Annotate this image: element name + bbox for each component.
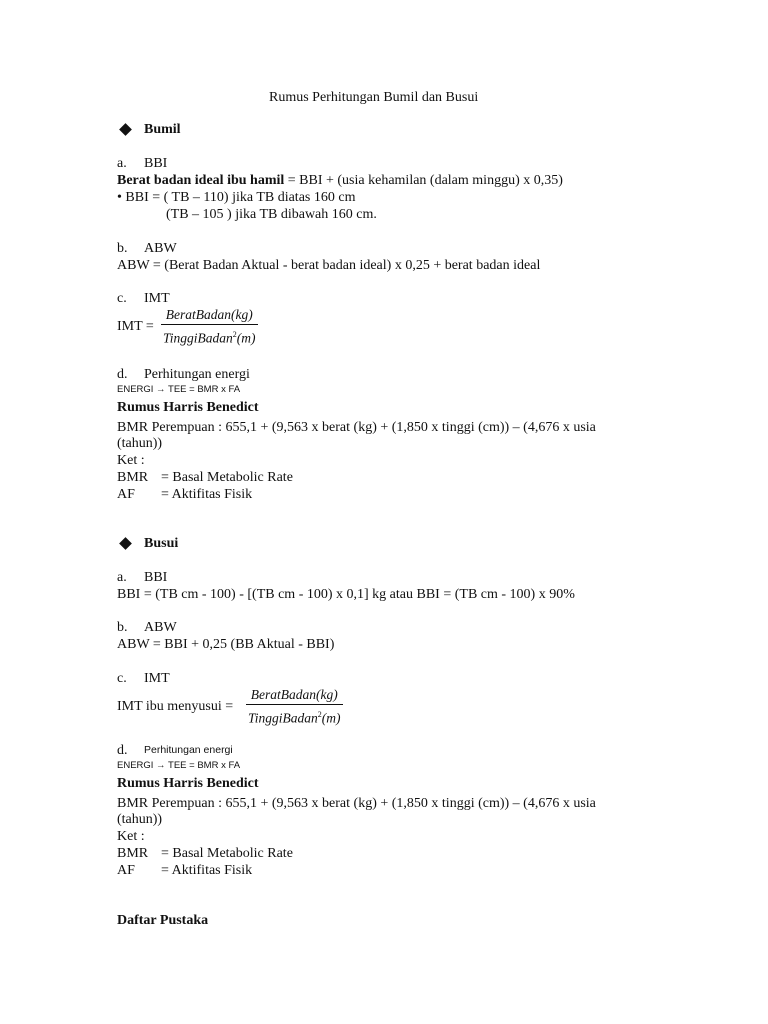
ket-label: Ket : xyxy=(117,829,145,844)
bmr-formula-line1: BMR Perempuan : 655,1 + (9,563 x berat (kg) + (1,850 x tinggi (cm)) – (4,676 x usia xyxy=(117,420,596,435)
daftar-pustaka-heading: Daftar Pustaka xyxy=(117,913,209,928)
bbi-rule-1: • BBI = ( TB – 110) jika TB diatas 160 cm xyxy=(117,190,356,205)
af-def-key: AF xyxy=(117,863,135,878)
fraction-bar xyxy=(246,704,343,705)
abw-formula: ABW = BBI + 0,25 (BB Aktual - BBI) xyxy=(117,637,335,652)
imt-fraction xyxy=(161,306,258,347)
bbi-formula xyxy=(117,172,563,189)
item-title-bbi: BBI xyxy=(144,570,168,585)
harris-benedict-heading: Rumus Harris Benedict xyxy=(117,776,259,791)
imt-fraction xyxy=(246,686,343,727)
imt-lhs: IMT ibu menyusui = xyxy=(117,699,234,714)
item-title-abw: ABW xyxy=(144,620,177,635)
imt-numerator: BeratBadan(kg) xyxy=(165,307,253,322)
item-title-energi: Perhitungan energi xyxy=(144,367,250,382)
bbi-rule-2: (TB – 105 ) jika TB dibawah 160 cm. xyxy=(166,207,377,222)
imt-denominator: TinggiBadan$^2$(m) xyxy=(248,710,341,726)
item-title-imt: IMT xyxy=(144,671,170,686)
item-title-energi: Perhitungan energi xyxy=(144,744,233,756)
imt-denominator: TinggiBadan$^2$(m) xyxy=(163,330,256,346)
item-title-imt: IMT xyxy=(144,291,170,306)
harris-benedict-heading: Rumus Harris Benedict xyxy=(117,400,259,415)
abw-formula: ABW = (Berat Badan Aktual - berat badan ideal) x 0,25 + berat badan ideal xyxy=(117,258,541,273)
fraction-bar xyxy=(161,324,258,325)
bmr-formula-line2: (tahun)) xyxy=(117,812,163,827)
ket-label: Ket : xyxy=(117,453,145,468)
item-label-b: b. xyxy=(117,620,128,635)
imt-numerator: BeratBadan(kg) xyxy=(250,687,338,702)
item-label-b: b. xyxy=(117,241,128,256)
item-label-d: d. xyxy=(117,367,128,382)
item-label-c: c. xyxy=(117,291,127,306)
bmr-formula-line2: (tahun)) xyxy=(117,436,163,451)
bmr-formula-line1: BMR Perempuan : 655,1 + (9,563 x berat (kg) + (1,850 x tinggi (cm)) – (4,676 x usia xyxy=(117,796,596,811)
bmr-def-val: = Basal Metabolic Rate xyxy=(161,470,293,485)
af-def-val: = Aktifitas Fisik xyxy=(161,487,253,502)
diamond-bullet-icon xyxy=(119,123,132,136)
energi-formula: ENERGI → TEE = BMR x FA xyxy=(117,760,241,771)
section-heading-bumil: Bumil xyxy=(144,122,181,137)
energi-formula: ENERGI → TEE = BMR x FA xyxy=(117,384,241,395)
af-def-val: = Aktifitas Fisik xyxy=(161,863,253,878)
item-label-d: d. xyxy=(117,743,128,758)
bbi-formula-bold: Berat badan ideal ibu hamil xyxy=(117,173,285,188)
item-title-abw: ABW xyxy=(144,241,177,256)
section-heading-busui: Busui xyxy=(144,536,179,551)
item-label-a: a. xyxy=(117,156,127,171)
bmr-def-key: BMR xyxy=(117,846,149,861)
item-label-a: a. xyxy=(117,570,127,585)
item-label-c: c. xyxy=(117,671,127,686)
item-title-bbi: BBI xyxy=(144,156,168,171)
bbi-formula-rest: = BBI + (usia kehamilan (dalam minggu) x 0,35) xyxy=(284,173,563,188)
bbi-formula: BBI = (TB cm - 100) - [(TB cm - 100) x 0,1] kg atau BBI = (TB cm - 100) x 90% xyxy=(117,587,575,602)
bmr-def-val: = Basal Metabolic Rate xyxy=(161,846,293,861)
diamond-bullet-icon xyxy=(119,537,132,550)
bmr-def-key: BMR xyxy=(117,470,149,485)
page-title: Rumus Perhitungan Bumil dan Busui xyxy=(269,90,479,105)
imt-lhs: IMT = xyxy=(117,319,154,334)
af-def-key: AF xyxy=(117,487,135,502)
